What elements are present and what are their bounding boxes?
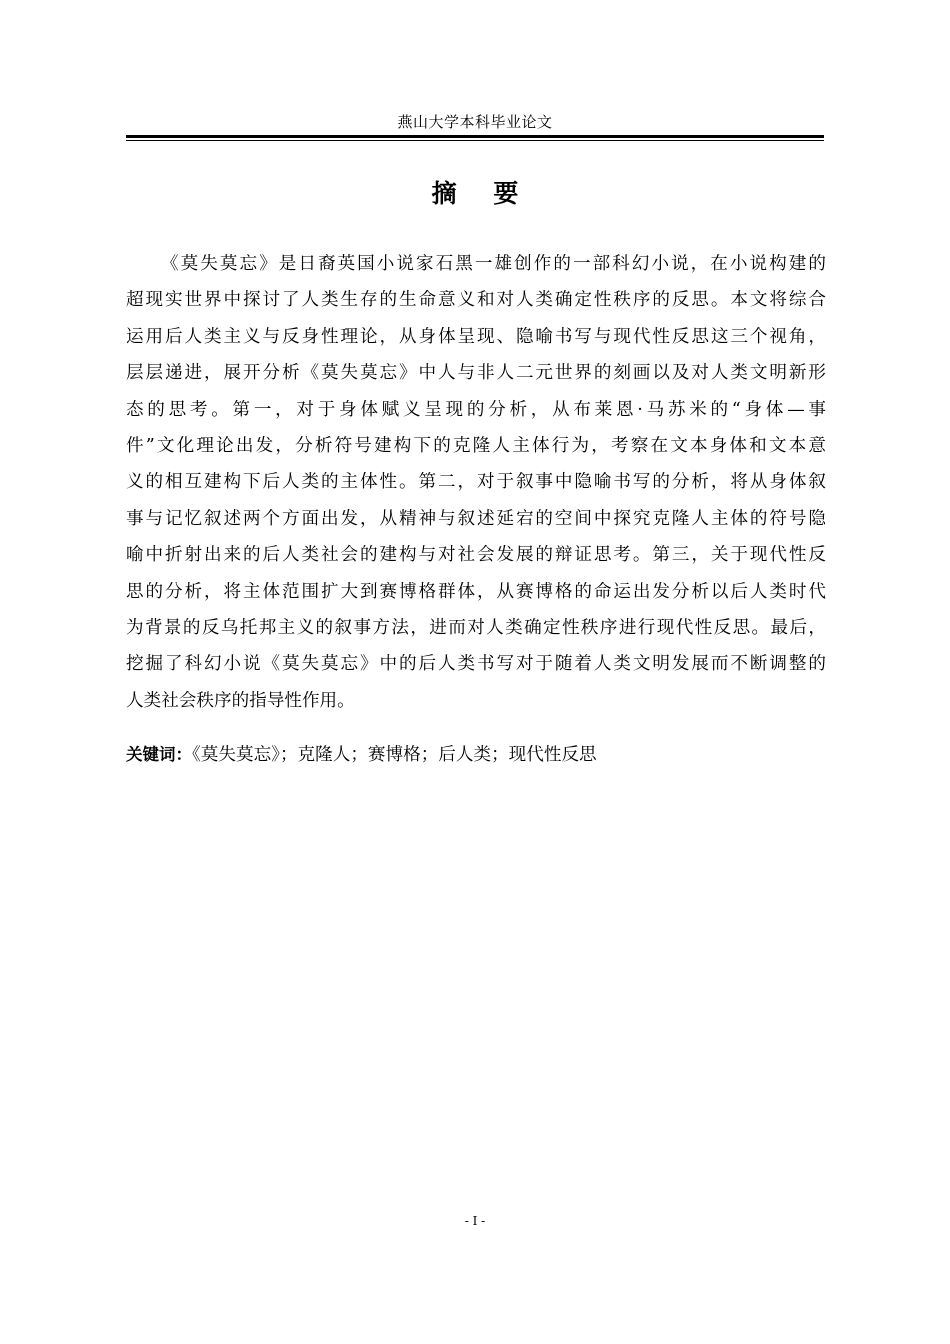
abstract-line: 件”文化理论出发，分析符号建构下的克隆人主体行为，考察在文本身体和文本意 [126, 435, 826, 456]
header-rule-thick [126, 135, 824, 138]
header-rule-thin [126, 140, 824, 141]
abstract-line: 运用后人类主义与反身性理论，从身体呈现、隐喻书写与现代性反思这三个视角， [126, 326, 826, 347]
abstract-line: 为背景的反乌托邦主义的叙事方法，进而对人类确定性秩序进行现代性反思。最后， [126, 617, 826, 638]
abstract-body [126, 246, 826, 719]
abstract-line: 《莫失莫忘》是日裔英国小说家石黑一雄创作的一部科幻小说，在小说构建的 [161, 254, 826, 274]
page-number: - I - [464, 1214, 486, 1228]
running-header: 燕山大学本科毕业论文 [397, 113, 553, 131]
keywords-line [126, 740, 826, 770]
abstract-line: 超现实世界中探讨了人类生存的生命意义和对人类确定性秩序的反思。本文将综合 [126, 290, 826, 311]
abstract-title: 摘 要 [431, 179, 533, 208]
keywords-label: 关键词： [126, 745, 192, 764]
abstract-line: 喻中折射出来的后人类社会的建构与对社会发展的辩证思考。第三，关于现代性反 [126, 545, 826, 566]
abstract-line: 思的分析，将主体范围扩大到赛博格群体，从赛博格的命运出发分析以后人类时代 [126, 581, 826, 602]
abstract-line: 挖掘了科幻小说《莫失莫忘》中的后人类书写对于随着人类文明发展而不断调整的 [126, 654, 826, 675]
abstract-line: 态的思考。第一，对于身体赋义呈现的分析，从布莱恩·马苏米的“身体—事 [126, 399, 826, 420]
abstract-line: 事与记忆叙述两个方面出发，从精神与叙述延宕的空间中探究克隆人主体的符号隐 [126, 508, 826, 529]
keywords-value: 《莫失莫忘》；克隆人；赛博格；后人类；现代性反思 [192, 745, 597, 765]
abstract-line: 人类社会秩序的指导性作用。 [126, 690, 355, 711]
abstract-line: 义的相互建构下后人类的主体性。第二，对于叙事中隐喻书写的分析，将从身体叙 [126, 472, 826, 493]
abstract-line: 层层递进，展开分析《莫失莫忘》中人与非人二元世界的刻画以及对人类文明新形 [126, 363, 826, 384]
